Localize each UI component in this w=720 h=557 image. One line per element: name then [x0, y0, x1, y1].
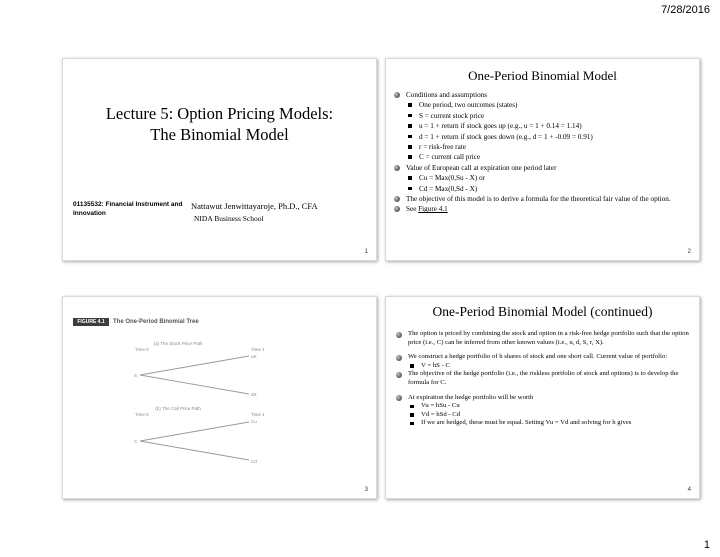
bullet-dot-icon	[394, 206, 400, 212]
print-date: 7/28/2016	[661, 4, 710, 16]
slide-4-title: One-Period Binomial Model (continued)	[432, 304, 653, 319]
sub-bullet-item: d = 1 + return if stock goes down (e.g., d = 1 + -0.09 = 0.91)	[394, 132, 693, 142]
bullet-dot-icon	[396, 332, 402, 338]
course-line-1: 01135532: Financial Instrument and	[73, 201, 183, 208]
sub-bullet-item: u = 1 + return if stock goes up (e.g., u = 1 + 0.14 = 1.14)	[394, 121, 693, 131]
bullet-dot-icon	[396, 395, 402, 401]
square-bullet-icon	[408, 114, 412, 118]
slide-2-title: One-Period Binomial Model	[468, 68, 617, 83]
square-bullet-icon	[408, 145, 412, 149]
square-bullet-icon	[410, 422, 414, 426]
slide-number: 1	[364, 249, 368, 255]
bullet-item: The option is priced by combining the stock and option in a risk-free hedge portfolio such that the option price (i.e., C) can be inferred from other known values (i.e., u, d, S, r, X).	[396, 330, 691, 347]
call-up-node: Cu	[251, 419, 257, 424]
slide-number: 2	[687, 249, 691, 255]
bullet-item: See Figure 4.1	[394, 204, 693, 214]
bullet-item: Value of European call at expiration one period later	[394, 163, 693, 173]
stock-down-branch	[140, 375, 249, 394]
title-line-2: The Binomial Model	[150, 125, 289, 144]
call-down-branch	[140, 441, 249, 460]
figure-title: The One-Period Binomial Tree	[113, 319, 199, 325]
bullet-dot-icon	[396, 372, 402, 378]
page-number: 1	[703, 539, 710, 551]
square-bullet-icon	[408, 103, 412, 107]
stock-up-branch	[140, 356, 249, 375]
time0-label-a: Time 0	[135, 347, 149, 352]
call-now-node: C	[134, 439, 138, 444]
slide-number: 3	[364, 487, 368, 493]
sub-bullet-item: One period, two outcomes (states)	[394, 100, 693, 110]
figure-link[interactable]: Figure 4.1	[418, 205, 448, 214]
square-bullet-icon	[410, 413, 414, 417]
school-name: NIDA Business School	[194, 214, 264, 223]
slide-number: 4	[687, 487, 691, 493]
bullet-item: Conditions and assumptions	[394, 90, 693, 100]
slide-2	[385, 58, 700, 261]
stock-down-node: dS	[251, 392, 257, 397]
slide-2-bullets	[394, 90, 693, 215]
sub-bullet-item: Cu = Max(0,Su - X) or	[394, 173, 693, 183]
square-bullet-icon	[408, 135, 412, 139]
figure-badge: FIGURE 4.1	[73, 318, 109, 326]
call-down-node: Cd	[251, 459, 257, 464]
square-bullet-icon	[408, 187, 412, 191]
binomial-tree-figure	[63, 297, 376, 498]
bullet-item: We construct a hedge portfolio of h shares of stock and one short call. Current value of portfolio:	[396, 353, 691, 362]
bullet-dot-icon	[394, 92, 400, 98]
time1-label-a: Time 1	[251, 347, 265, 352]
square-bullet-icon	[408, 155, 412, 159]
sub-bullet-item: C = current call price	[394, 152, 693, 162]
bullet-dot-icon	[394, 196, 400, 202]
bullet-dot-icon	[396, 355, 402, 361]
title-line-1: Lecture 5: Option Pricing Models:	[105, 104, 334, 123]
author-block	[191, 201, 318, 224]
sub-bullet-item: If we are hedged, these must be equal. Setting Vu = Vd and solving for h gives	[396, 419, 691, 428]
sub-bullet-item: r = risk-free rate	[394, 142, 693, 152]
stock-now-node: S	[134, 373, 138, 378]
slide-3	[62, 296, 377, 499]
panel-b-title: (b) The Call Price Path	[155, 406, 201, 411]
square-bullet-icon	[410, 405, 414, 409]
sub-bullet-item: S = current stock price	[394, 111, 693, 121]
slide-4-bullets	[396, 330, 691, 428]
sub-bullet-item: V = hS - C	[396, 362, 691, 371]
square-bullet-icon	[408, 124, 412, 128]
slide-1-title	[73, 103, 366, 145]
square-bullet-icon	[408, 176, 412, 180]
time0-label-b: Time 0	[135, 412, 149, 417]
sub-bullet-item: Cd = Max(0,Sd - X)	[394, 184, 693, 194]
author-name: Nattawut Jenwittayaroje, Ph.D., CFA	[191, 201, 318, 211]
course-code	[73, 201, 193, 218]
sub-bullet-item: Vu = hSu - Cu	[396, 402, 691, 411]
sub-bullet-item: Vd = hSd - Cd	[396, 411, 691, 420]
call-up-branch	[140, 422, 249, 441]
bullet-item: The objective of this model is to derive a formula for the theoretical fair value of the option.	[394, 194, 693, 204]
slide-1	[62, 58, 377, 261]
square-bullet-icon	[410, 364, 414, 368]
time1-label-b: Time 1	[251, 412, 265, 417]
bullet-dot-icon	[394, 165, 400, 171]
panel-a-title: (a) The Stock Price Path	[153, 341, 203, 346]
course-line-2: Innovation	[73, 209, 106, 217]
stock-up-node: uS	[251, 354, 257, 359]
slide-4	[385, 296, 700, 499]
bullet-item: At expiration the hedge portfolio will be worth	[396, 394, 691, 403]
bullet-item: The objective of the hedge portfolio (i.e., the riskless portfolio of stock and options) is to develop the formula for C.	[396, 370, 691, 387]
